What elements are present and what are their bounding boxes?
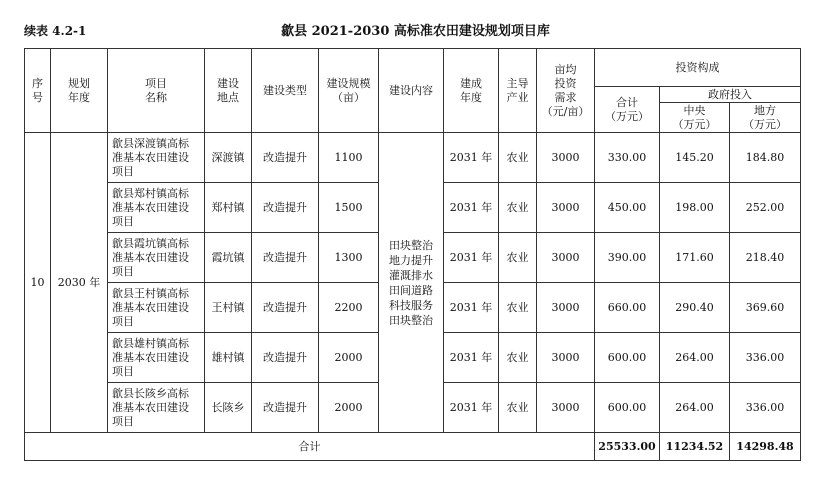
summary-row <box>25 433 801 461</box>
summary-label: 合计 <box>25 433 595 461</box>
project-location: 霞坑镇 <box>205 233 252 283</box>
project-total: 600.00 <box>595 383 660 433</box>
project-local: 184.80 <box>730 133 801 183</box>
project-build-type: 改造提升 <box>252 333 319 383</box>
project-central: 264.00 <box>660 383 730 433</box>
header-complete-year: 建成 年度 <box>444 49 499 133</box>
project-location: 郑村镇 <box>205 183 252 233</box>
group-seq: 10 <box>25 133 51 433</box>
summary-central: 11234.52 <box>660 433 730 461</box>
project-per-mu-need: 3000 <box>537 283 595 333</box>
project-total: 600.00 <box>595 333 660 383</box>
project-per-mu-need: 3000 <box>537 133 595 183</box>
project-name: 歙县王村镇高标 准基本农田建设 项目 <box>108 283 205 333</box>
header-build-type: 建设类型 <box>252 49 319 133</box>
header-build-content: 建设内容 <box>379 49 444 133</box>
project-name: 歙县雄村镇高标 准基本农田建设 项目 <box>108 333 205 383</box>
project-build-scale: 1100 <box>319 133 379 183</box>
project-location: 雄村镇 <box>205 333 252 383</box>
project-name: 歙县郑村镇高标 准基本农田建设 项目 <box>108 183 205 233</box>
project-main-industry: 农业 <box>499 283 537 333</box>
project-build-scale: 2000 <box>319 333 379 383</box>
header-build-scale: 建设规模 （亩） <box>319 49 379 133</box>
project-central: 290.40 <box>660 283 730 333</box>
project-build-scale: 2000 <box>319 383 379 433</box>
project-complete-year: 2031 年 <box>444 233 499 283</box>
project-main-industry: 农业 <box>499 133 537 183</box>
project-build-scale: 1300 <box>319 233 379 283</box>
project-build-type: 改造提升 <box>252 133 319 183</box>
project-name: 歙县霞坑镇高标 准基本农田建设 项目 <box>108 233 205 283</box>
project-central: 264.00 <box>660 333 730 383</box>
header-per-mu-need: 亩均 投资 需求 （元/亩） <box>537 49 595 133</box>
project-main-industry: 农业 <box>499 333 537 383</box>
project-location: 长陔乡 <box>205 383 252 433</box>
project-build-type: 改造提升 <box>252 233 319 283</box>
project-per-mu-need: 3000 <box>537 383 595 433</box>
table-body <box>25 133 801 461</box>
header-location: 建设 地点 <box>205 49 252 133</box>
project-main-industry: 农业 <box>499 383 537 433</box>
project-total: 390.00 <box>595 233 660 283</box>
header-invest-structure: 投资构成 <box>595 49 801 87</box>
project-main-industry: 农业 <box>499 233 537 283</box>
project-table <box>24 48 801 461</box>
project-build-scale: 2200 <box>319 283 379 333</box>
group-plan-year: 2030 年 <box>51 133 108 433</box>
header-main-industry: 主导 产业 <box>499 49 537 133</box>
project-main-industry: 农业 <box>499 183 537 233</box>
header-central: 中央 （万元） <box>660 103 730 133</box>
project-location: 王村镇 <box>205 283 252 333</box>
project-complete-year: 2031 年 <box>444 333 499 383</box>
header-local: 地方 （万元） <box>730 103 801 133</box>
project-complete-year: 2031 年 <box>444 133 499 183</box>
project-local: 336.00 <box>730 333 801 383</box>
summary-local: 14298.48 <box>730 433 801 461</box>
header-project-name: 项目 名称 <box>108 49 205 133</box>
header-gov-invest: 政府投入 <box>660 87 801 103</box>
table-row <box>25 133 801 183</box>
project-local: 336.00 <box>730 383 801 433</box>
project-per-mu-need: 3000 <box>537 233 595 283</box>
project-build-type: 改造提升 <box>252 183 319 233</box>
header-seq: 序 号 <box>25 49 51 133</box>
project-local: 218.40 <box>730 233 801 283</box>
project-local: 369.60 <box>730 283 801 333</box>
project-complete-year: 2031 年 <box>444 383 499 433</box>
project-central: 145.20 <box>660 133 730 183</box>
project-total: 450.00 <box>595 183 660 233</box>
project-complete-year: 2031 年 <box>444 283 499 333</box>
project-per-mu-need: 3000 <box>537 333 595 383</box>
project-build-type: 改造提升 <box>252 283 319 333</box>
summary-total: 25533.00 <box>595 433 660 461</box>
project-name: 歙县深渡镇高标 准基本农田建设 项目 <box>108 133 205 183</box>
header-plan-year: 规划 年度 <box>51 49 108 133</box>
group-build-content: 田块整治 地力提升 灌溉排水 田间道路 科技服务 田块整治 <box>379 133 444 433</box>
header-total: 合计 （万元） <box>595 87 660 133</box>
project-total: 330.00 <box>595 133 660 183</box>
page-title: 歙县 2021-2030 高标准农田建设规划项目库 <box>281 24 550 39</box>
table-number: 续表 4.2-1 <box>24 24 87 38</box>
project-local: 252.00 <box>730 183 801 233</box>
project-total: 660.00 <box>595 283 660 333</box>
project-per-mu-need: 3000 <box>537 183 595 233</box>
project-central: 198.00 <box>660 183 730 233</box>
project-complete-year: 2031 年 <box>444 183 499 233</box>
project-name: 歙县长陔乡高标 准基本农田建设 项目 <box>108 383 205 433</box>
project-build-scale: 1500 <box>319 183 379 233</box>
project-central: 171.60 <box>660 233 730 283</box>
project-build-type: 改造提升 <box>252 383 319 433</box>
project-location: 深渡镇 <box>205 133 252 183</box>
